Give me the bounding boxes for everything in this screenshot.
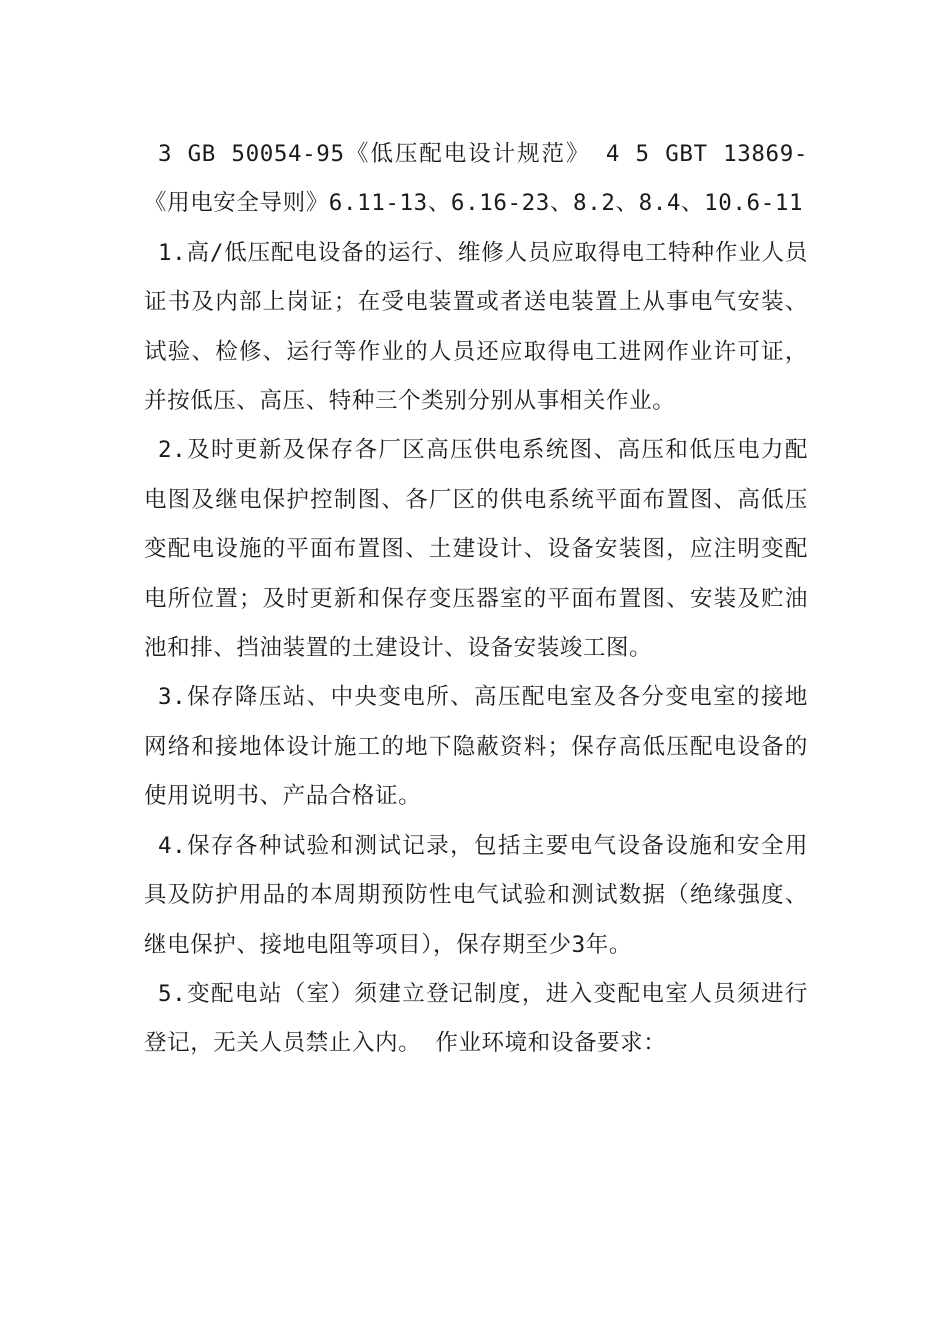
paragraph-item-5: 5.变配电站（室）须建立登记制度，进入变配电室人员须进行登记，无关人员禁止入内。 作业环境和设备要求： bbox=[144, 980, 808, 1057]
document-body bbox=[144, 130, 808, 1069]
paragraph-item-4: 4.保存各种试验和测试记录，包括主要电气设备设施和安全用具及防护用品的本周期预防性电气试验和测试数据（绝缘强度、继电保护、接地电阻等项目），保存期至少3年。 bbox=[144, 832, 808, 958]
paragraph-item-1: 1.高/低压配电设备的运行、维修人员应取得电工特种作业人员证书及内部上岗证；在受电装置或者送电装置上从事电气安装、试验、检修、运行等作业的人员还应取得电工进网作业许可证，并按低压、高压、特种三个类别分别从事相关作业。 bbox=[144, 239, 808, 415]
paragraph-item-2: 2.及时更新及保存各厂区高压供电系统图、高压和低压电力配电图及继电保护控制图、各厂区的供电系统平面布置图、高低压变配电设施的平面布置图、土建设计、设备安装图，应注明变配电所位置；及时更新和保存变压器室的平面布置图、安装及贮油池和排、挡油装置的土建设计、设备安装竣工图。 bbox=[144, 437, 808, 662]
paragraph-standards-reference: 3 GB 50054-95《低压配电设计规范》 4 5 GBT 13869-《用电安全导则》6.11-13、6.16-23、8.2、8.4、10.6-11 bbox=[144, 141, 808, 217]
paragraph-item-3: 3.保存降压站、中央变电所、高压配电室及各分变电室的接地网络和接地体设计施工的地下隐蔽资料；保存高低压配电设备的使用说明书、产品合格证。 bbox=[144, 684, 808, 810]
